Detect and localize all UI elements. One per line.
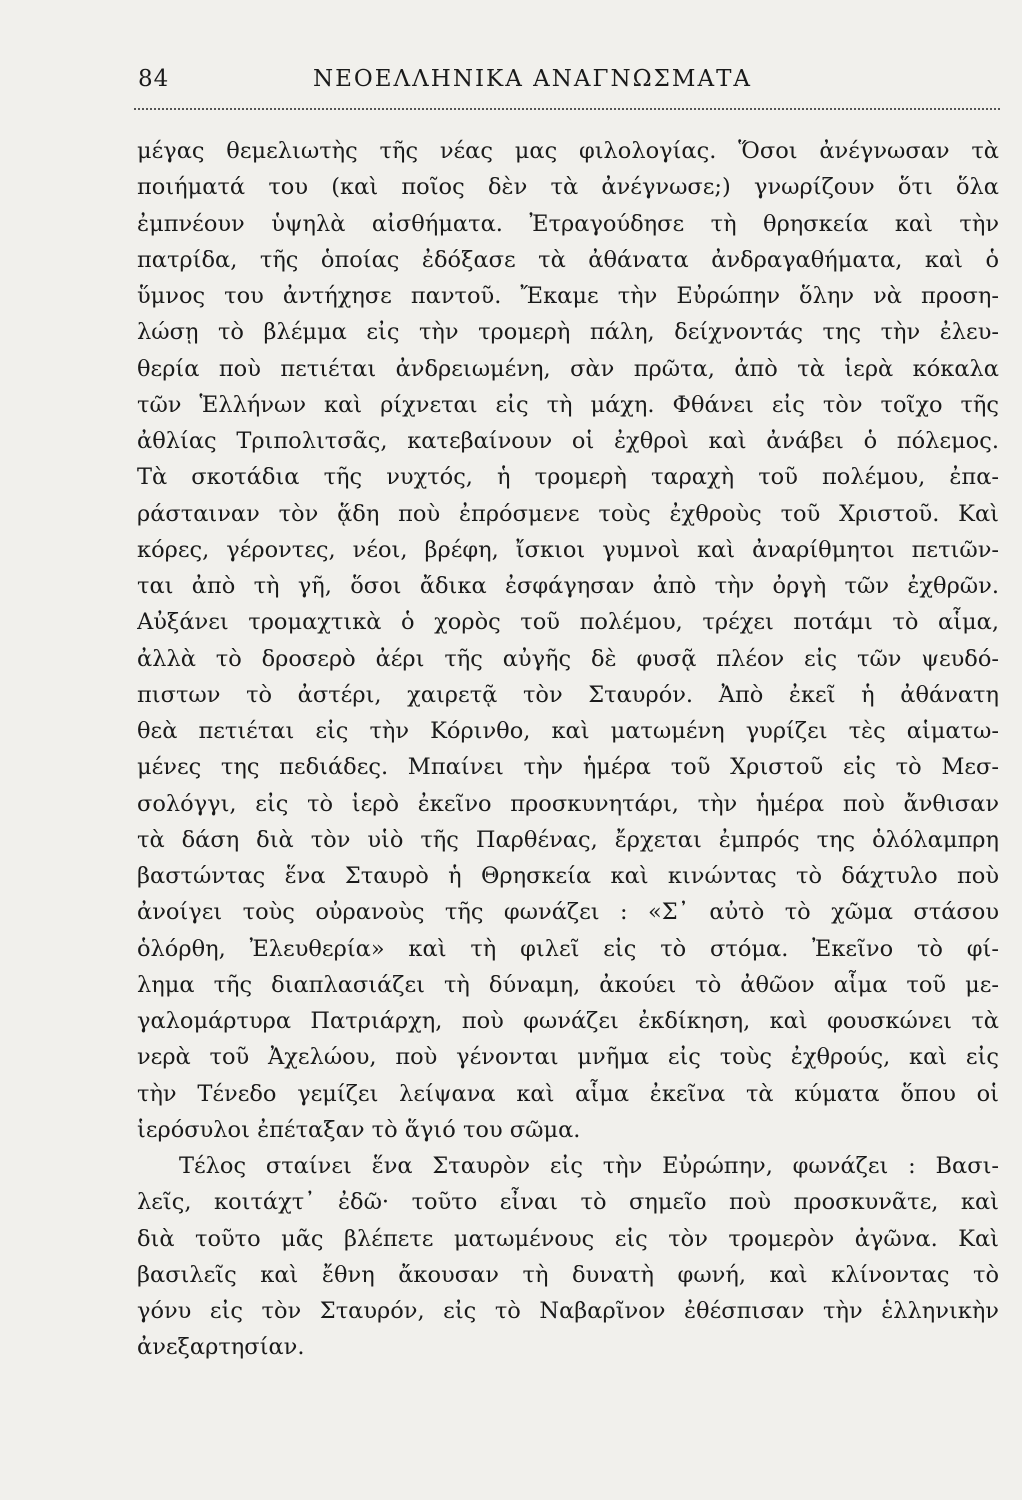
text-line: Τὰ σκοτάδια τῆς νυχτός, ἡ τρομερὴ ταραχὴ τοῦ πολέμου, ἐπα-: [137, 464, 999, 491]
header-divider: [134, 108, 1000, 110]
text-line: ἱερόσυλοι ἐπέταξαν τὸ ἅγιό του σῶμα.: [137, 1116, 581, 1143]
page-header: [138, 66, 998, 100]
text-line: βασιλεῖς καὶ ἔθνη ἄκουσαν τὴ δυνατὴ φωνή, καὶ κλίνοντας τὸ: [137, 1261, 999, 1288]
text-line: πατρίδα, τῆς ὁποίας ἐδόξασε τὰ ἀθάνατα ἀνδραγαθήματα, καὶ ὁ: [137, 246, 999, 273]
paragraph-2: [137, 1148, 999, 1366]
text-line: ται ἀπὸ τὴ γῆ, ὅσοι ἄδικα ἐσφάγησαν ἀπὸ τὴν ὀργὴ τῶν ἐχθρῶν.: [137, 573, 999, 599]
text-line: τὴν Τένεδο γεμίζει λείψανα καὶ αἷμα ἐκεῖνα τὰ κύματα ὅπου οἱ: [137, 1080, 999, 1107]
text-line: Αὐξάνει τρομαχτικὰ ὁ χορὸς τοῦ πολέμου, τρέχει ποτάμι τὸ αἷμα,: [137, 609, 999, 636]
text-line: κόρες, γέροντες, νέοι, βρέφη, ἴσκιοι γυμνοὶ καὶ ἀναρίθμητοι πετιῶν-: [137, 536, 999, 563]
body-text: [137, 133, 999, 1366]
text-line: ἀνοίγει τοὺς οὐρανοὺς τῆς φωνάζει : «Σ᾽ αὐτὸ τὸ χῶμα στάσου: [137, 899, 999, 926]
text-line: ὁλόρθη, Ἐλευθερία» καὶ τὴ φιλεῖ εἰς τὸ στόμα. Ἐκεῖνο τὸ φί-: [137, 935, 999, 962]
text-line: λημα τῆς διαπλασιάζει τὴ δύναμη, ἀκούει τὸ ἀθῶον αἷμα τοῦ με-: [137, 971, 999, 998]
page-number: 84: [138, 66, 170, 92]
text-line: διὰ τοῦτο μᾶς βλέπετε ματωμένους εἰς τὸν τρομερὸν ἀγῶνα. Καὶ: [137, 1225, 999, 1252]
text-line: πιστων τὸ ἀστέρι, χαιρετᾷ τὸν Σταυρόν. Ἀπὸ ἐκεῖ ἡ ἀθάνατη: [137, 681, 999, 708]
text-line: ἀνεξαρτησίαν.: [137, 1334, 305, 1361]
text-line: νερὰ τοῦ Ἀχελώου, ποὺ γένονται μνῆμα εἰς τοὺς ἐχθρούς, καὶ εἰς: [137, 1044, 999, 1071]
text-line: σολόγγι, εἰς τὸ ἱερὸ ἐκεῖνο προσκυνητάρι, τὴν ἡμέρα ποὺ ἄνθισαν: [137, 790, 999, 817]
text-line: μένες της πεδιάδες. Μπαίνει τὴν ἡμέρα τοῦ Χριστοῦ εἰς τὸ Μεσ-: [137, 754, 999, 781]
text-line: τὰ δάση διὰ τὸν υἱὸ τῆς Παρθένας, ἔρχεται ἐμπρός της ὁλόλαμπρη: [137, 826, 999, 853]
text-line: βαστώντας ἕνα Σταυρὸ ἡ Θρησκεία καὶ κινώντας τὸ δάχτυλο ποὺ: [137, 863, 999, 889]
text-line: ὕμνος του ἀντήχησε παντοῦ. Ἔκαμε τὴν Εὐρώπην ὅλην νὰ προση-: [137, 283, 999, 309]
text-line: λώσῃ τὸ βλέμμα εἰς τὴν τρομερὴ πάλη, δείχνοντάς της τὴν ἐλευ-: [137, 319, 999, 346]
text-line: ἀλλὰ τὸ δροσερὸ ἀέρι τῆς αὐγῆς δὲ φυσᾷ πλέον εἰς τῶν ψευδό-: [137, 645, 999, 672]
paragraph-1: [137, 133, 999, 1148]
text-line: γαλομάρτυρα Πατριάρχη, ποὺ φωνάζει ἐκδίκηση, καὶ φουσκώνει τὰ: [137, 1008, 999, 1034]
text-line: ράσταιναν τὸν ᾅδη ποὺ ἐπρόσμενε τοὺς ἐχθροὺς τοῦ Χριστοῦ. Καὶ: [137, 500, 999, 527]
text-line: λεῖς, κοιτάχτ᾽ ἐδῶ· τοῦτο εἶναι τὸ σημεῖο ποὺ προσκυνᾶτε, καὶ: [137, 1189, 999, 1216]
text-line: ἐμπνέουν ὑψηλὰ αἰσθήματα. Ἐτραγούδησε τὴ θρησκεία καὶ τὴν: [137, 210, 999, 237]
text-line: θερία ποὺ πετιέται ἀνδρειωμένη, σὰν πρῶτα, ἀπὸ τὰ ἱερὰ κόκαλα: [137, 355, 999, 382]
text-line: γόνυ εἰς τὸν Σταυρόν, εἰς τὸ Ναβαρῖνον ἐθέσπισαν τὴν ἑλληνικὴν: [137, 1298, 999, 1324]
text-line: ἀθλίας Τριπολιτσᾶς, κατεβαίνουν οἱ ἐχθροὶ καὶ ἀνάβει ὁ πόλεμος.: [137, 428, 999, 454]
text-line: θεὰ πετιέται εἰς τὴν Κόρινθο, καὶ ματωμένη γυρίζει τὲς αἱματω-: [137, 718, 999, 744]
text-line: τῶν Ἑλλήνων καὶ ρίχνεται εἰς τὴ μάχη. Φθάνει εἰς τὸν τοῖχο τῆς: [137, 391, 999, 418]
text-line: ποιήματά του (καὶ ποῖος δὲν τὰ ἀνέγνωσε;) γνωρίζουν ὅτι ὅλα: [137, 174, 999, 201]
text-line: Τέλος σταίνει ἕνα Σταυρὸν εἰς τὴν Εὐρώπην, φωνάζει : Βασι-: [179, 1153, 999, 1179]
text-line: μέγας θεμελιωτὴς τῆς νέας μας φιλολογίας. Ὅσοι ἀνέγνωσαν τὰ: [137, 138, 999, 164]
running-title: ΝΕΟΕΛΛΗΝΙΚΑ ΑΝΑΓΝΩΣΜΑΤΑ: [313, 66, 753, 92]
